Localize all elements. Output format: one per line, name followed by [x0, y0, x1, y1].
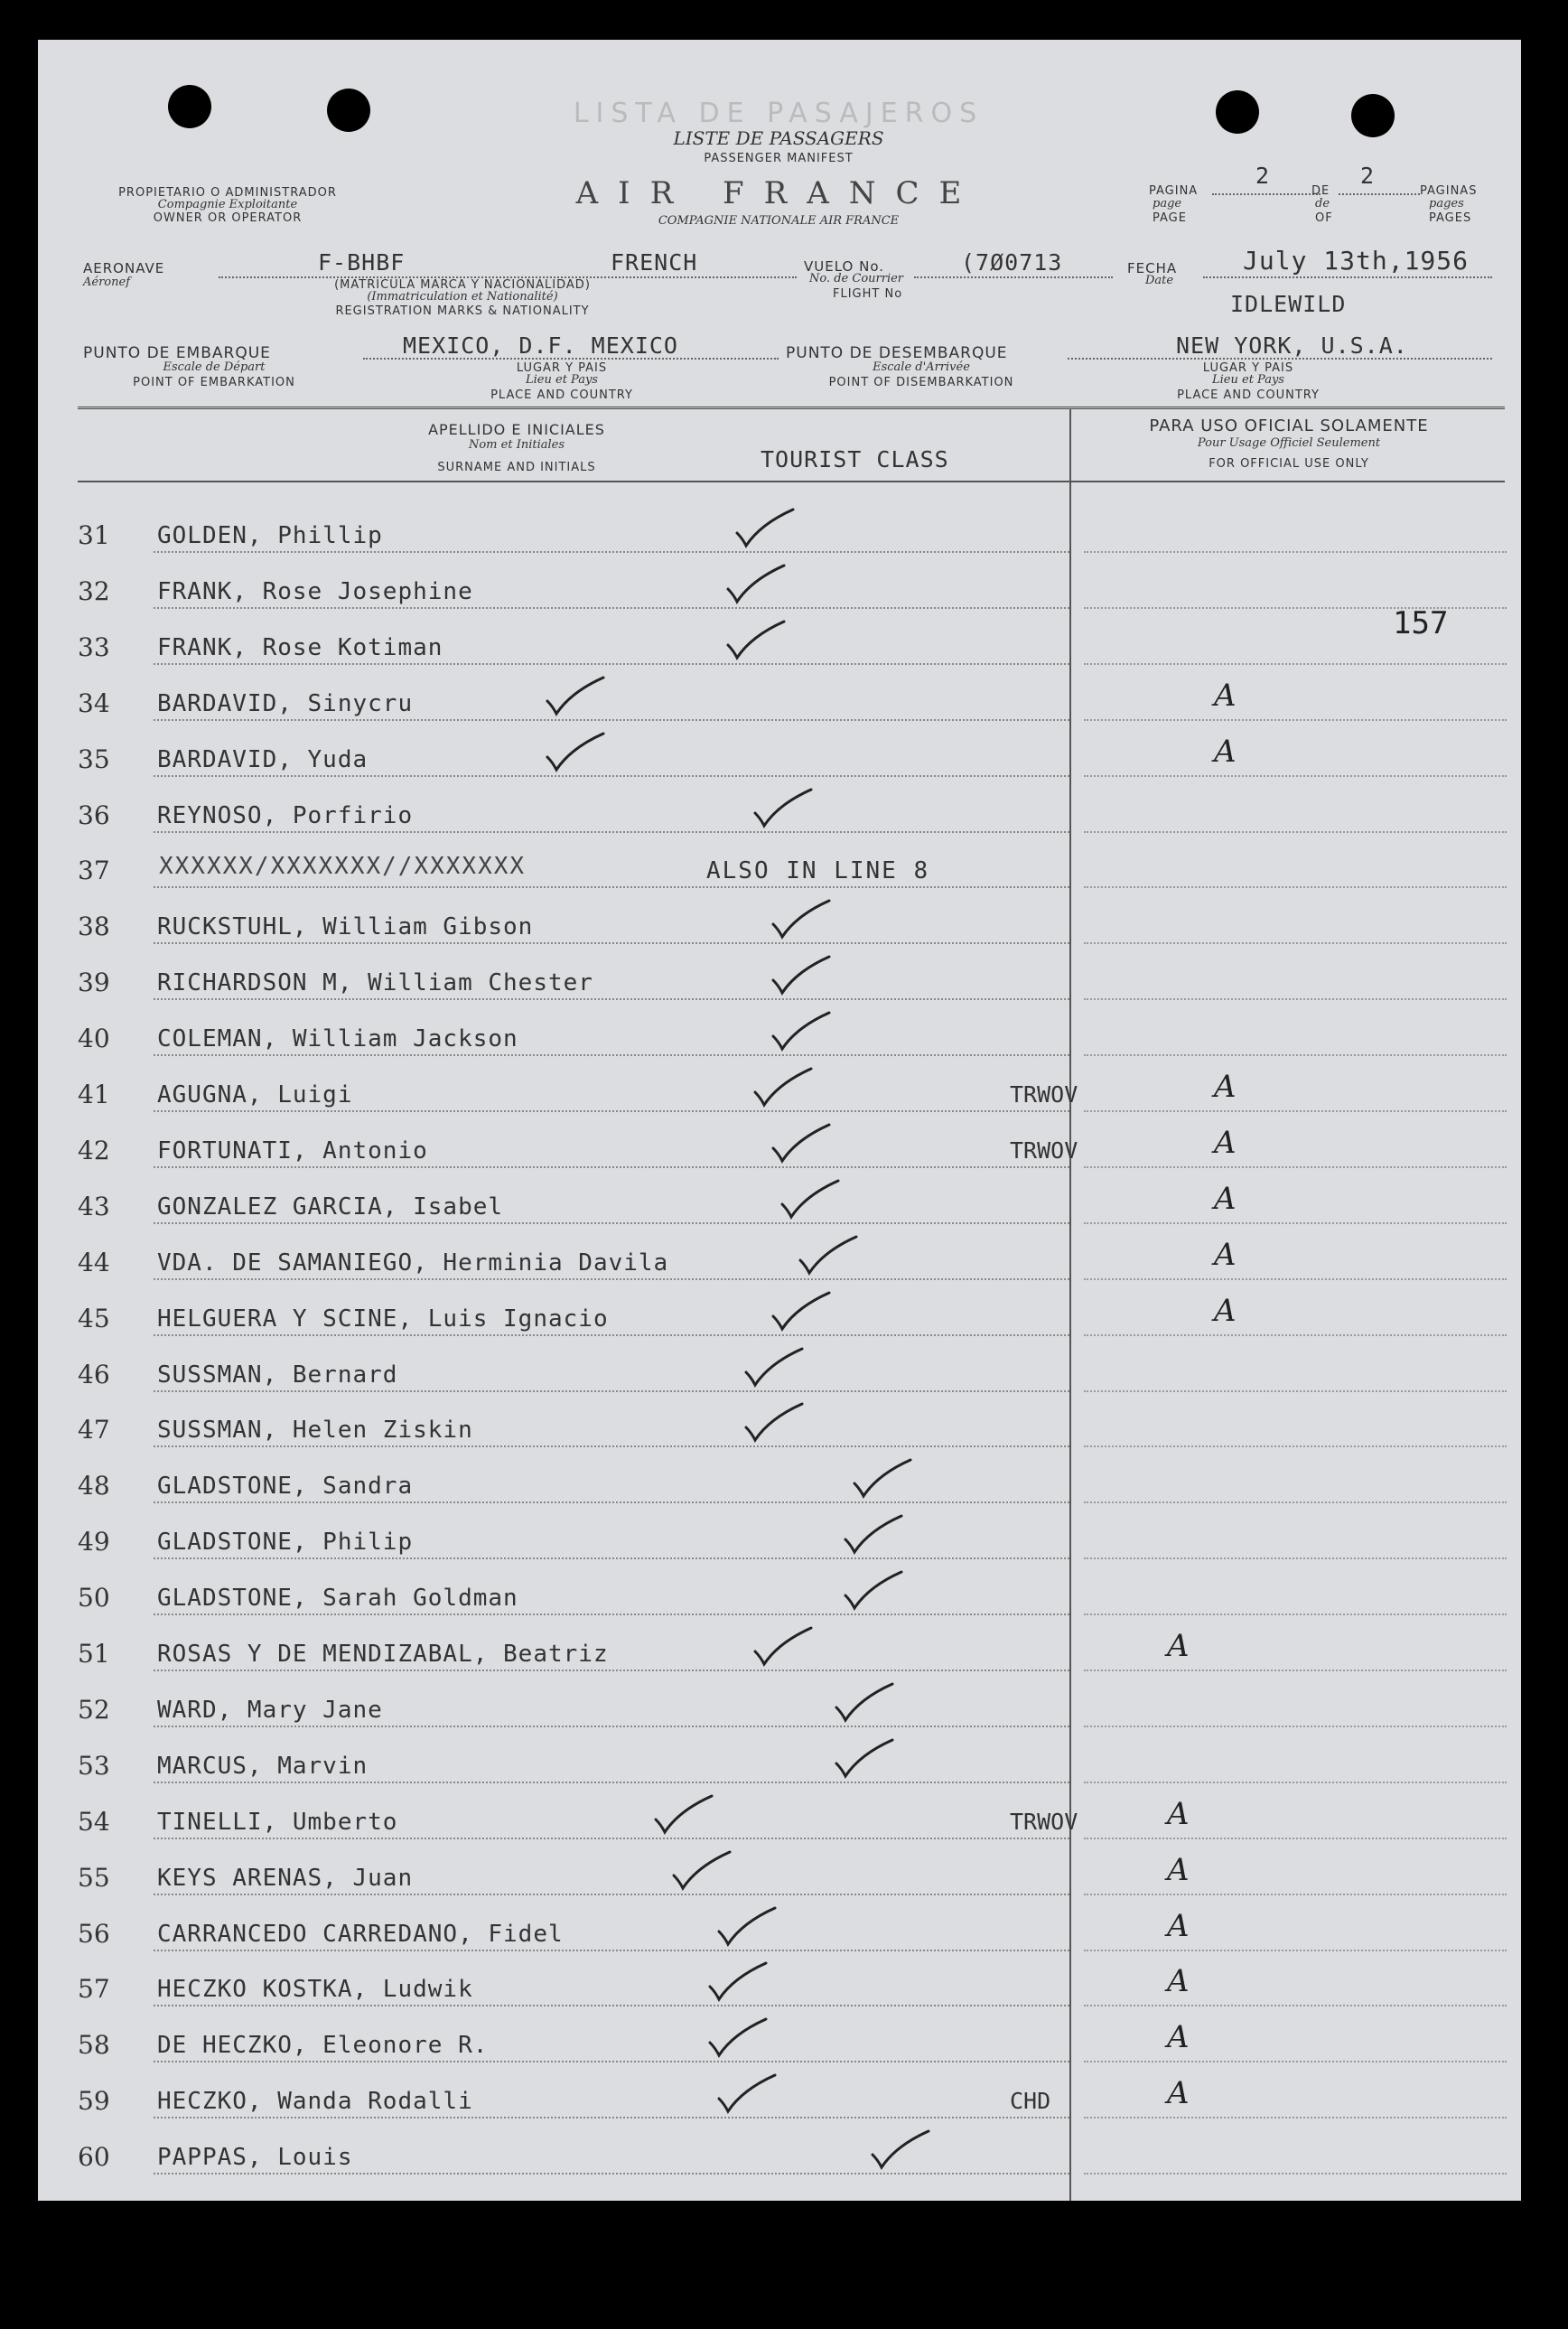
- row-number: 43: [78, 1191, 110, 1221]
- passenger-name: GLADSTONE, Sarah Goldman: [157, 1585, 518, 1613]
- row-number: 59: [78, 2086, 110, 2117]
- name-column-label-fr: Nom et Initiales: [468, 438, 565, 452]
- official-dotted-line: [1084, 663, 1507, 665]
- row-dotted-line: [154, 1838, 1069, 1839]
- passenger-name: COLEMAN, William Jackson: [157, 1025, 518, 1053]
- passenger-name: RICHARDSON M, William Chester: [157, 969, 593, 997]
- official-mark: A: [1167, 1963, 1190, 2000]
- passenger-row: [38, 502, 1521, 558]
- row-dotted-line: [154, 1726, 1069, 1727]
- class-label: TOURIST CLASS: [761, 446, 949, 472]
- pages-label-en: PAGES: [1429, 211, 1472, 225]
- official-mark: A: [1167, 2019, 1190, 2056]
- row-dotted-line: [154, 1894, 1069, 1895]
- pages-label-es: PAGINAS: [1420, 184, 1478, 198]
- check-mark-icon: [833, 1736, 896, 1782]
- disembark-label-en: POINT OF DISEMBARKATION: [828, 376, 1014, 389]
- row-dotted-line: [154, 1670, 1069, 1671]
- official-dotted-line: [1084, 1390, 1507, 1392]
- official-dotted-line: [1084, 551, 1507, 553]
- row-number: 42: [78, 1135, 110, 1165]
- official-dotted-line: [1084, 1950, 1507, 1951]
- passenger-row: [38, 1005, 1521, 1062]
- official-mark: A: [1214, 1236, 1237, 1273]
- page-label-es: PAGINA: [1149, 184, 1199, 198]
- passenger-row: [38, 1677, 1521, 1733]
- page-number-line: [1212, 193, 1321, 195]
- passenger-row: [38, 2012, 1521, 2068]
- row-dotted-line: [154, 1166, 1069, 1168]
- registration-label-fr: (Immatriculation et Nationalité): [367, 290, 558, 304]
- row-number: 39: [78, 968, 110, 998]
- row-number: 49: [78, 1527, 110, 1557]
- row-number: 56: [78, 1918, 110, 1949]
- passenger-name: MARCUS, Marvin: [157, 1752, 369, 1780]
- page-total-line: [1339, 193, 1420, 195]
- struck-out-entry: XXXXXX/XXXXXXX//XXXXXXX: [159, 853, 527, 880]
- row-number: 50: [78, 1583, 110, 1613]
- row-dotted-line: [154, 663, 1069, 665]
- row-dotted-line: [154, 1782, 1069, 1783]
- flight-label-es: VUELO No.: [804, 258, 885, 275]
- check-mark-icon: [770, 1289, 833, 1334]
- of-label-es: DE: [1311, 184, 1330, 198]
- official-count: 157: [1393, 605, 1449, 641]
- name-column-label-en: SURNAME AND INITIALS: [437, 461, 596, 474]
- check-mark-icon: [742, 1345, 806, 1390]
- flight-label-en: FLIGHT No: [833, 287, 903, 301]
- passenger-row: [38, 1118, 1521, 1174]
- row-dotted-line: [154, 1613, 1069, 1615]
- official-dotted-line: [1084, 1501, 1507, 1503]
- official-dotted-line: [1084, 1445, 1507, 1447]
- row-number: 60: [78, 2142, 110, 2173]
- page-number: 2: [1255, 163, 1271, 189]
- row-number: 31: [78, 520, 110, 550]
- row-dotted-line: [154, 1054, 1069, 1056]
- check-mark-icon: [724, 562, 788, 607]
- place-label-es-1: LUGAR Y PAIS: [516, 361, 608, 375]
- flight-number: (7Ø0713: [961, 249, 1063, 276]
- check-mark-icon: [733, 506, 797, 551]
- header-rule-top: [78, 407, 1505, 409]
- check-mark-icon: [770, 897, 833, 942]
- row-dotted-line: [154, 2173, 1069, 2175]
- row-dotted-line: [154, 1557, 1069, 1559]
- passenger-name: GONZALEZ GARCIA, Isabel: [157, 1193, 504, 1221]
- place-label-fr-2: Lieu et Pays: [1212, 373, 1284, 387]
- passenger-row: [38, 2068, 1521, 2124]
- row-note: TRWOV: [1010, 1081, 1078, 1108]
- disembark-label-es: PUNTO DE DESEMBARQUE: [786, 344, 1008, 362]
- check-mark-icon: [706, 2016, 770, 2061]
- row-number: 33: [78, 631, 110, 662]
- passenger-row: [38, 1845, 1521, 1901]
- passenger-name: FRANK, Rose Kotiman: [157, 633, 443, 661]
- row-dotted-line: [154, 1334, 1069, 1336]
- owner-label-es: PROPIETARIO O ADMINISTRADOR: [118, 186, 337, 200]
- owner-label-en: OWNER OR OPERATOR: [153, 211, 303, 225]
- check-mark-icon: [833, 1680, 896, 1726]
- row-dotted-line: [154, 1501, 1069, 1503]
- passenger-name: CARRANCEDO CARREDANO, Fidel: [157, 1920, 564, 1948]
- official-dotted-line: [1084, 2005, 1507, 2006]
- official-dotted-line: [1084, 886, 1507, 888]
- embark-label-fr: Escale de Départ: [163, 360, 266, 374]
- airline-name: AIR FRANCE: [575, 175, 982, 211]
- check-mark-icon: [715, 2072, 779, 2117]
- official-dotted-line: [1084, 1894, 1507, 1895]
- passenger-row: [38, 1286, 1521, 1342]
- check-mark-icon: [544, 674, 607, 719]
- passenger-row: [38, 1956, 1521, 2012]
- passenger-name: PAPPAS, Louis: [157, 2144, 353, 2172]
- official-mark: A: [1167, 1795, 1190, 1832]
- official-column-label-es: PARA USO OFICIAL SOLAMENTE: [1149, 416, 1429, 435]
- airline-subtitle: COMPAGNIE NATIONALE AIR FRANCE: [658, 214, 900, 228]
- check-mark-icon: [851, 1456, 914, 1501]
- official-dotted-line: [1084, 1110, 1507, 1112]
- row-number: 44: [78, 1247, 110, 1277]
- passenger-name: DE HECZKO, Eleonore R.: [157, 2032, 489, 2060]
- punch-hole: [327, 89, 370, 132]
- aircraft-registration: F-BHBF: [318, 249, 406, 276]
- page-total: 2: [1360, 163, 1376, 189]
- official-dotted-line: [1084, 2117, 1507, 2119]
- place-label-fr-1: Lieu et Pays: [526, 373, 598, 387]
- title-english: PASSENGER MANIFEST: [704, 152, 854, 165]
- check-mark-icon: [670, 1848, 733, 1894]
- passenger-row: [38, 782, 1521, 838]
- official-column-label-en: FOR OFFICIAL USE ONLY: [1209, 457, 1369, 471]
- official-dotted-line: [1084, 607, 1507, 609]
- passenger-row: [38, 1062, 1521, 1118]
- place-label-en-1: PLACE AND COUNTRY: [490, 388, 633, 402]
- check-mark-icon: [751, 1065, 815, 1110]
- official-dotted-line: [1084, 1838, 1507, 1839]
- passenger-row: [38, 1453, 1521, 1509]
- official-dotted-line: [1084, 1726, 1507, 1727]
- title-french: LISTE DE PASSAGERS: [673, 127, 884, 149]
- check-mark-icon: [842, 1512, 905, 1557]
- passenger-name: GLADSTONE, Sandra: [157, 1473, 414, 1501]
- passenger-name: REYNOSO, Porfirio: [157, 801, 414, 829]
- row-dotted-line: [154, 1110, 1069, 1112]
- official-mark: A: [1214, 1069, 1237, 1105]
- row-dotted-line: [154, 719, 1069, 721]
- passenger-name: SUSSMAN, Bernard: [157, 1361, 398, 1389]
- punch-hole: [168, 85, 211, 128]
- passenger-row: [38, 1397, 1521, 1453]
- check-mark-icon: [742, 1400, 806, 1445]
- pages-label-fr: pages: [1429, 197, 1464, 210]
- embark-place: MEXICO, D.F. MEXICO: [403, 332, 678, 359]
- name-column-label-es: APELLIDO E INICIALES: [428, 421, 605, 438]
- row-dotted-line: [154, 886, 1069, 888]
- official-mark: A: [1167, 1628, 1190, 1664]
- official-mark: A: [1167, 2075, 1190, 2112]
- row-note: ALSO IN LINE 8: [706, 857, 930, 885]
- row-number: 53: [78, 1750, 110, 1781]
- passenger-row: [38, 670, 1521, 726]
- row-dotted-line: [154, 1278, 1069, 1280]
- official-mark: A: [1214, 1124, 1237, 1161]
- official-dotted-line: [1084, 1670, 1507, 1671]
- check-mark-icon: [842, 1568, 905, 1613]
- official-dotted-line: [1084, 2173, 1507, 2175]
- passenger-name: BARDAVID, Sinycru: [157, 689, 414, 717]
- row-number: 48: [78, 1471, 110, 1501]
- date-label-fr: Date: [1145, 274, 1174, 287]
- check-mark-icon: [779, 1177, 842, 1222]
- row-dotted-line: [154, 2117, 1069, 2119]
- row-dotted-line: [154, 1390, 1069, 1392]
- official-dotted-line: [1084, 1166, 1507, 1168]
- row-number: 54: [78, 1806, 110, 1837]
- passenger-row: [38, 1509, 1521, 1565]
- passenger-row: [38, 1901, 1521, 1957]
- passenger-row: [38, 558, 1521, 614]
- page-label-fr: page: [1153, 197, 1182, 210]
- row-number: 51: [78, 1639, 110, 1669]
- row-dotted-line: [154, 1445, 1069, 1447]
- row-dotted-line: [154, 551, 1069, 553]
- official-mark: A: [1214, 1292, 1237, 1329]
- official-dotted-line: [1084, 1782, 1507, 1783]
- passenger-name: SUSSMAN, Helen Ziskin: [157, 1417, 473, 1445]
- row-number: 38: [78, 912, 110, 942]
- official-dotted-line: [1084, 1557, 1507, 1559]
- official-mark: A: [1214, 733, 1237, 770]
- row-number: 40: [78, 1024, 110, 1054]
- title-spanish: LISTA DE PASAJEROS: [573, 98, 985, 129]
- flight-line: [914, 276, 1113, 278]
- embark-label-es: PUNTO DE EMBARQUE: [83, 344, 271, 362]
- official-dotted-line: [1084, 775, 1507, 777]
- check-mark-icon: [770, 953, 833, 998]
- row-dotted-line: [154, 607, 1069, 609]
- passenger-name: VDA. DE SAMANIEGO, Herminia Davila: [157, 1249, 669, 1277]
- row-number: 52: [78, 1694, 110, 1725]
- passenger-name: KEYS ARENAS, Juan: [157, 1864, 414, 1892]
- official-dotted-line: [1084, 1334, 1507, 1336]
- passenger-row: [38, 2124, 1521, 2180]
- passenger-name: ROSAS Y DE MENDIZABAL, Beatriz: [157, 1641, 609, 1668]
- row-number: 46: [78, 1359, 110, 1389]
- official-dotted-line: [1084, 831, 1507, 833]
- official-dotted-line: [1084, 719, 1507, 721]
- place-label-en-2: PLACE AND COUNTRY: [1177, 388, 1320, 402]
- manifest-sheet: [38, 40, 1521, 2201]
- official-dotted-line: [1084, 2061, 1507, 2062]
- disembark-place: NEW YORK, U.S.A.: [1176, 332, 1408, 359]
- official-mark: A: [1214, 1180, 1237, 1217]
- of-label-fr: de: [1315, 197, 1330, 210]
- place-label-es-2: LUGAR Y PAIS: [1202, 361, 1294, 375]
- row-note: TRWOV: [1010, 1136, 1078, 1164]
- row-number: 45: [78, 1303, 110, 1333]
- row-note: CHD: [1010, 2088, 1051, 2115]
- passenger-name: FRANK, Rose Josephine: [157, 577, 473, 605]
- official-dotted-line: [1084, 1613, 1507, 1615]
- check-mark-icon: [652, 1792, 715, 1838]
- page-label-en: PAGE: [1153, 211, 1187, 225]
- official-dotted-line: [1084, 998, 1507, 1000]
- row-number: 57: [78, 1974, 110, 2005]
- passenger-row: [38, 614, 1521, 670]
- official-dotted-line: [1084, 942, 1507, 944]
- passenger-name: TINELLI, Umberto: [157, 1808, 398, 1836]
- passenger-row: [38, 726, 1521, 782]
- passenger-name: GLADSTONE, Philip: [157, 1529, 414, 1557]
- check-mark-icon: [751, 786, 815, 831]
- check-mark-icon: [770, 1121, 833, 1166]
- passenger-row: [38, 1174, 1521, 1230]
- punch-hole: [1351, 94, 1395, 137]
- passenger-name: RUCKSTUHL, William Gibson: [157, 913, 534, 941]
- aircraft-label-es: AERONAVE: [83, 260, 165, 276]
- row-dotted-line: [154, 1222, 1069, 1224]
- official-mark: A: [1167, 1851, 1190, 1888]
- passenger-row: [38, 1789, 1521, 1845]
- disembark-line: [1068, 358, 1492, 360]
- row-dotted-line: [154, 2061, 1069, 2062]
- official-column-label-fr: Pour Usage Officiel Seulement: [1197, 436, 1381, 450]
- row-number: 47: [78, 1415, 110, 1445]
- row-dotted-line: [154, 998, 1069, 1000]
- passenger-row: [38, 1733, 1521, 1789]
- official-dotted-line: [1084, 1222, 1507, 1224]
- passenger-row: [38, 893, 1521, 949]
- row-dotted-line: [154, 775, 1069, 777]
- passenger-name: FORTUNATI, Antonio: [157, 1136, 428, 1164]
- aircraft-nationality: FRENCH: [611, 249, 698, 276]
- check-mark-icon: [724, 618, 788, 663]
- check-mark-icon: [770, 1009, 833, 1054]
- check-mark-icon: [869, 2128, 932, 2173]
- punch-hole: [1216, 90, 1259, 134]
- passenger-row: [38, 1230, 1521, 1286]
- row-number: 36: [78, 800, 110, 830]
- passenger-row: [38, 1342, 1521, 1398]
- row-number: 37: [78, 856, 110, 886]
- check-mark-icon: [797, 1233, 860, 1278]
- passenger-name: HELGUERA Y SCINE, Luis Ignacio: [157, 1305, 609, 1333]
- header-rule-bottom: [78, 481, 1505, 482]
- official-dotted-line: [1084, 1278, 1507, 1280]
- aircraft-label-fr: Aéronef: [83, 276, 130, 289]
- disembark-label-fr: Escale d'Arrivée: [873, 360, 970, 374]
- disembark-airport: IDLEWILD: [1230, 291, 1347, 317]
- passenger-row: [38, 949, 1521, 1005]
- embark-line: [363, 358, 779, 360]
- embark-label-en: POINT OF EMBARKATION: [133, 376, 295, 389]
- of-label-en: OF: [1315, 211, 1333, 225]
- passenger-row: [38, 837, 1521, 893]
- official-dotted-line: [1084, 1054, 1507, 1056]
- row-dotted-line: [154, 2005, 1069, 2006]
- row-dotted-line: [154, 942, 1069, 944]
- row-note: TRWOV: [1010, 1808, 1078, 1835]
- passenger-row: [38, 1621, 1521, 1677]
- row-number: 32: [78, 575, 110, 606]
- check-mark-icon: [715, 1904, 779, 1950]
- passenger-name: BARDAVID, Yuda: [157, 745, 369, 773]
- check-mark-icon: [706, 1960, 770, 2005]
- row-number: 58: [78, 2030, 110, 2061]
- row-number: 41: [78, 1080, 110, 1109]
- date-line: [1203, 276, 1492, 278]
- row-dotted-line: [154, 1950, 1069, 1951]
- registration-label-en: REGISTRATION MARKS & NATIONALITY: [335, 304, 590, 318]
- row-number: 34: [78, 687, 110, 718]
- date-label-es: FECHA: [1127, 260, 1178, 276]
- passenger-name: HECZKO, Wanda Rodalli: [157, 2088, 473, 2116]
- passenger-name: GOLDEN, Phillip: [157, 522, 383, 549]
- passenger-name: AGUGNA, Luigi: [157, 1081, 353, 1108]
- flight-label-fr: No. de Courrier: [809, 272, 904, 285]
- row-number: 35: [78, 744, 110, 774]
- official-mark: A: [1167, 1907, 1190, 1944]
- passenger-name: WARD, Mary Jane: [157, 1696, 383, 1724]
- row-number: 55: [78, 1862, 110, 1893]
- row-dotted-line: [154, 831, 1069, 833]
- passenger-row: [38, 1565, 1521, 1621]
- registration-label-es: (MATRICULA MARCA Y NACIONALIDAD): [334, 278, 591, 292]
- passenger-name: HECZKO KOSTKA, Ludwik: [157, 1976, 473, 2004]
- date-value: July 13th,1956: [1243, 246, 1470, 276]
- owner-label-fr: Compagnie Exploitante: [157, 198, 298, 211]
- check-mark-icon: [544, 730, 607, 775]
- official-mark: A: [1214, 677, 1237, 714]
- check-mark-icon: [751, 1624, 815, 1670]
